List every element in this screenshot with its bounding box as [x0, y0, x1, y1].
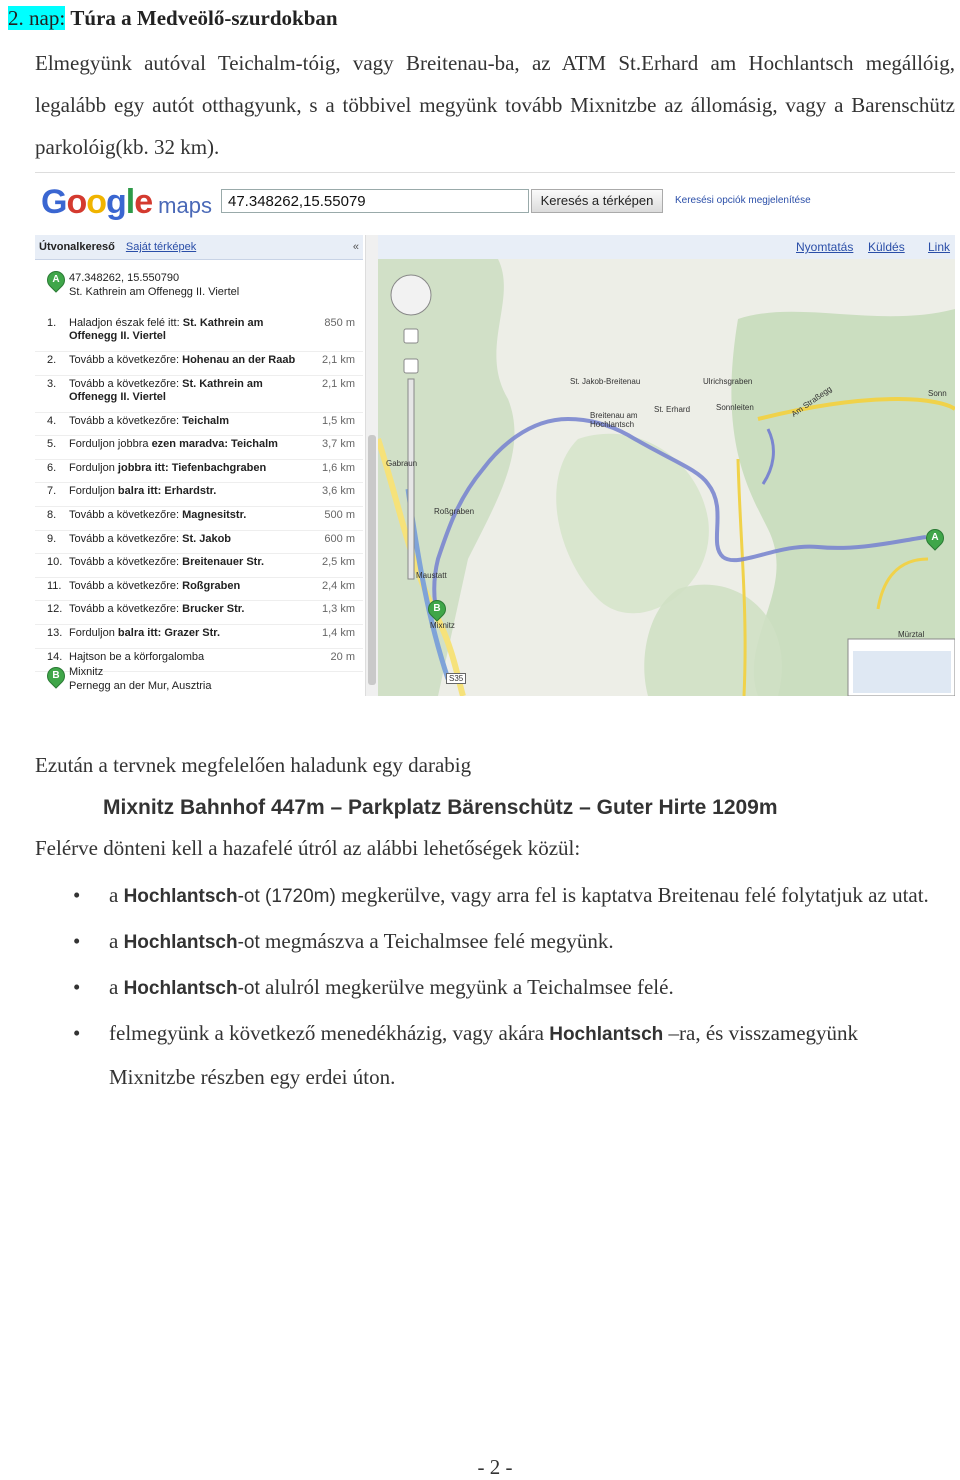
search-options-link[interactable]: Keresési opciók megjelenítése — [675, 195, 811, 206]
step-text: Haladjon észak felé itt: St. Kathrein am Offenegg II. Viertel — [69, 317, 264, 342]
step-text: Forduljon jobbra ezen maradva: Teichalm — [69, 438, 278, 451]
paragraph-plan: Ezután a tervnek megfelelően haladunk egy darabig — [35, 753, 472, 777]
step-number: 12. — [47, 603, 63, 616]
map-label: St. Erhard — [654, 405, 691, 414]
direction-step[interactable] — [35, 352, 363, 376]
map-label: Sonn — [928, 389, 947, 398]
step-text: Tovább a következőre: St. Jakob — [69, 532, 232, 545]
step-distance: 1,4 km — [321, 626, 355, 639]
step-distance: 1,5 km — [321, 414, 355, 427]
route-start-marker-icon[interactable]: A — [922, 525, 947, 550]
map-label: Ulrichsgraben — [703, 377, 753, 386]
intro-paragraph: Elmegyünk autóval Teichalm-tóig, vagy Breitenau-ba, az ATM St.Erhard am Hochlantsch megállóig, legalább egy autót otthagyunk, s a többivel megyünk tovább Mixnitzbe az állomásig, vagy a Barenschütz parkolóig(kb. 32 km). — [35, 51, 955, 159]
end-location: Mixnitz Pernegg an der Mur, Ausztria — [69, 666, 212, 692]
step-number: 3. — [47, 377, 57, 390]
page-number: - 2 - — [477, 1455, 513, 1479]
step-distance: 500 m — [324, 508, 355, 521]
route-end-marker-icon[interactable]: B — [424, 596, 449, 621]
step-number: 1. — [47, 317, 57, 329]
step-distance: 2,1 km — [321, 354, 355, 366]
option-item: • a Hochlantsch-ot megmászva a Teichalmsee felé megyünk. — [35, 920, 935, 964]
step-number: 6. — [47, 461, 57, 474]
option-item: • a Hochlantsch-ot alulról megkerülve megyünk a Teichalmsee felé. — [35, 966, 935, 1010]
map-toolbar — [378, 235, 955, 259]
sidebar-scrollbar[interactable] — [365, 235, 378, 696]
step-text: Tovább a következőre: Roßgraben — [69, 579, 241, 592]
search-input[interactable]: 47.348262,15.55079 — [221, 189, 529, 213]
step-number: 5. — [47, 438, 57, 451]
step-text: Tovább a következőre: Teichalm — [69, 414, 229, 427]
direction-step[interactable] — [35, 578, 363, 602]
google-maps-logo: Google maps — [41, 183, 212, 221]
map-label: Mixnitz — [430, 621, 455, 630]
paragraph-options: Felérve dönteni kell a hazafelé útról az alábbi lehetőségek közül: — [35, 836, 581, 860]
step-number: 13. — [47, 626, 63, 639]
map-label: Roßgraben — [434, 507, 475, 516]
options-list — [35, 874, 935, 1100]
step-distance: 2,5 km — [321, 556, 355, 569]
collapse-icon[interactable]: « — [352, 241, 359, 253]
direction-step[interactable] — [35, 483, 363, 507]
start-location: 47.348262, 15.550790 St. Kathrein am Offenegg II. Viertel — [69, 272, 240, 298]
map-label: Breitenau am Hochlantsch — [590, 411, 638, 429]
direction-step[interactable] — [35, 413, 363, 437]
step-text: Tovább a következőre: Hohenau an der Raab — [69, 354, 296, 366]
step-distance: 850 m — [324, 317, 355, 329]
link-link[interactable]: Link — [928, 240, 951, 254]
sidebar-tabs — [35, 235, 363, 260]
step-text: Hajtson be a körforgalomba — [69, 650, 205, 663]
map-label: Sonnleiten — [716, 403, 754, 412]
map-label: Am Straßegg — [789, 384, 834, 419]
direction-step[interactable] — [35, 531, 363, 555]
step-number: 11. — [47, 579, 62, 592]
step-number: 14. — [47, 650, 63, 663]
maps-header — [35, 173, 955, 231]
step-distance: 2,1 km — [321, 377, 355, 390]
map-canvas — [378, 259, 955, 696]
send-link[interactable]: Küldés — [868, 240, 905, 254]
direction-step[interactable] — [35, 376, 363, 413]
directions-sidebar — [35, 235, 363, 696]
direction-step[interactable] — [35, 625, 363, 649]
step-text: Tovább a következőre: Magnesitstr. — [69, 508, 247, 521]
map-view[interactable] — [378, 235, 955, 696]
step-text: Forduljon balra itt: Grazer Str. — [69, 626, 221, 639]
map-label: Maustatt — [416, 571, 447, 580]
directions-steps — [35, 315, 363, 672]
step-number: 10. — [47, 556, 63, 569]
step-text: Tovább a következőre: Brucker Str. — [69, 603, 245, 616]
tab-route-planner[interactable]: Útvonalkereső — [39, 241, 115, 253]
direction-step[interactable] — [35, 460, 363, 484]
section-heading — [8, 4, 338, 32]
google-maps-screenshot — [35, 172, 955, 696]
direction-step[interactable] — [35, 601, 363, 625]
route-line: Mixnitz Bahnhof 447m – Parkplatz Bärenschütz – Guter Hirte 1209m — [103, 796, 778, 819]
step-number: 2. — [47, 354, 57, 366]
day-label: 2. nap: — [8, 6, 66, 30]
step-number: 7. — [47, 485, 57, 498]
step-text: Forduljon balra itt: Erhardstr. — [69, 485, 217, 498]
step-distance: 1,3 km — [321, 603, 355, 616]
section-title: Túra a Medveölő-szurdokban — [70, 6, 338, 30]
marker-b-icon: B — [43, 663, 68, 688]
map-label: St. Jakob-Breitenau — [570, 377, 641, 386]
bullet-icon: • — [73, 1021, 81, 1045]
step-distance: 600 m — [324, 532, 355, 545]
print-link[interactable]: Nyomtatás — [796, 240, 854, 254]
bullet-icon: • — [73, 883, 81, 907]
scrollbar-thumb[interactable] — [368, 435, 376, 685]
step-distance: 2,4 km — [321, 579, 355, 592]
option-item: • a Hochlantsch-ot (1720m) megkerülve, vagy arra fel is kaptatva Breitenau felé folytatjuk az utat. — [35, 874, 935, 918]
step-distance: 20 m — [330, 650, 355, 663]
step-distance: 3,7 km — [321, 438, 355, 451]
step-distance: 3,6 km — [321, 485, 355, 498]
step-text: Forduljon jobbra itt: Tiefenbachgraben — [69, 461, 267, 474]
bullet-icon: • — [73, 975, 81, 999]
step-distance: 1,6 km — [321, 461, 355, 474]
option-item: • felmegyünk a következő menedékházig, vagy akára Hochlantsch –ra, és visszamegyünk Mixnitzbe részben egy erdei úton. — [35, 1012, 935, 1098]
map-label: Mürztal — [898, 630, 925, 639]
step-text: Tovább a következőre: Breitenauer Str. — [69, 556, 265, 569]
tab-my-maps[interactable]: Saját térképek — [125, 241, 197, 253]
step-number: 9. — [47, 532, 57, 545]
step-text: Tovább a következőre: St. Kathrein am Offenegg II. Viertel — [69, 377, 263, 403]
step-number: 8. — [47, 508, 57, 521]
marker-a-icon: A — [43, 267, 68, 292]
map-label: Gabraun — [386, 459, 418, 468]
search-map-button[interactable]: Keresés a térképen — [531, 189, 663, 213]
direction-step[interactable] — [35, 554, 363, 578]
direction-step[interactable] — [35, 436, 363, 460]
direction-step[interactable] — [35, 507, 363, 531]
step-number: 4. — [47, 414, 57, 427]
direction-step[interactable] — [35, 315, 363, 352]
road-shield: S35 — [446, 673, 466, 684]
bullet-icon: • — [73, 929, 81, 953]
